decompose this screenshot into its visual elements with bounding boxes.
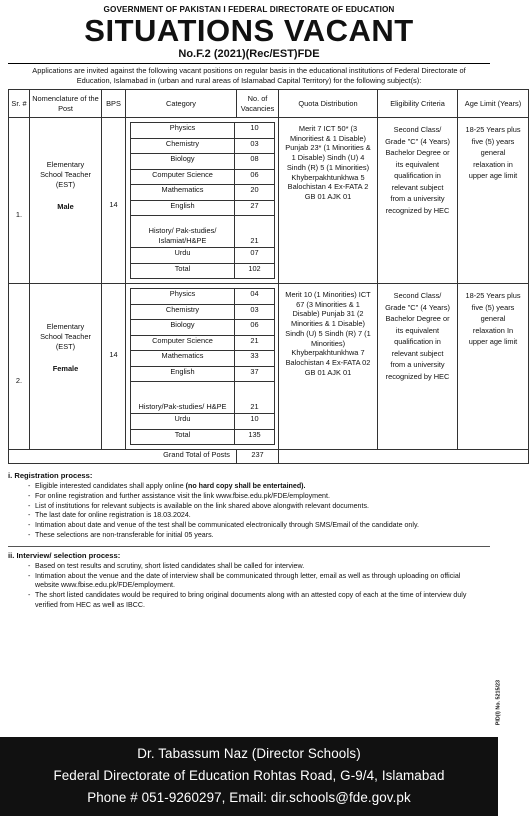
category-count: 06	[235, 169, 275, 185]
category-name: Computer Science	[131, 335, 235, 351]
age-limit: 18-25 Years plus five (5) years general relaxation in upper age limit	[458, 118, 529, 284]
category-name: Total	[131, 429, 235, 445]
category-name: Chemistry	[131, 138, 235, 154]
grand-total-label: Grand Total of Posts	[9, 450, 237, 464]
category-count: 03	[235, 138, 275, 154]
table-row-male	[9, 118, 529, 284]
list-item: - Based on test results and scrutiny, short listed candidates shall be called for interview.	[28, 562, 476, 572]
grand-total-empty	[279, 450, 529, 464]
post-gender: Female	[52, 364, 79, 373]
reference-number: No.F.2 (2021)(Rec/EST)FDE	[178, 48, 320, 60]
category-cell	[126, 284, 279, 450]
table-row	[131, 304, 275, 320]
category-cell	[126, 118, 279, 284]
list-item: - Eligible interested candidates shall apply online (no hard copy shall be entertained).	[28, 482, 490, 492]
category-subtable	[130, 288, 275, 445]
col-header-eligibility: Eligibility Criteria	[378, 90, 458, 118]
category-name: English	[131, 366, 235, 382]
contact-details: Phone # 051-9260297, Email: dir.schools@fde.gov.pk	[87, 790, 411, 805]
table-row	[131, 335, 275, 351]
category-count: 03	[235, 304, 275, 320]
table-row	[131, 320, 275, 336]
table-row-female	[9, 284, 529, 450]
intro-paragraph: Applications are invited against the following vacant positions on regular basis in the educational institutions of Federal Directorate of Education, Islamabad in (urban and rural areas of Islamabad Capital Territory) for the following subject(s):	[32, 66, 466, 85]
table-row	[131, 123, 275, 139]
category-count: 06	[235, 320, 275, 336]
bps-value: 14	[102, 284, 126, 450]
registration-list	[28, 482, 490, 541]
category-count: 21	[235, 216, 275, 248]
post-name: Elementary School Teacher (EST)	[40, 160, 91, 189]
quota-distribution: Merit 7 ICT 50* (3 Minoritiest & 1 Disable) Punjab 23* (1 Minorities & 1 Disable) Sindh (U) 4 Sindh (R) 5 (1 Minorities) Khyberpakhtunkhwa 5 Balochistan 4 Ex-FATA 2 GB 01 AJK 01	[279, 118, 378, 284]
category-count: 10	[235, 123, 275, 139]
post-name: Elementary School Teacher (EST)	[40, 322, 91, 351]
sr-number: 1.	[9, 118, 30, 284]
col-header-age: Age Limit (Years)	[458, 90, 529, 118]
grand-total-row	[9, 450, 529, 464]
category-name: Urdu	[131, 414, 235, 430]
page-title: SITUATIONS VACANT	[84, 13, 414, 48]
col-header-quota: Quota Distribution	[279, 90, 378, 118]
list-item: - The last date for online registration is 18.03.2024.	[28, 511, 490, 521]
category-name: Physics	[131, 123, 235, 139]
director-name: Dr. Tabassum Naz (Director Schools)	[137, 746, 361, 761]
table-row	[131, 429, 275, 445]
category-name: Physics	[131, 289, 235, 305]
table-row	[131, 366, 275, 382]
office-address: Federal Directorate of Education Rohtas Road, G-9/4, Islamabad	[53, 768, 445, 783]
post-cell	[30, 284, 102, 450]
list-item: - Intimation about the venue and the date of interview shall be communicated through letter, email as well as through uploading on official website www.fbise.edu.pk/FDE/employment.	[28, 572, 476, 592]
category-name: History/ Pak-studies/ Islamiat/H&PE	[131, 216, 235, 248]
table-row	[131, 185, 275, 201]
category-count: 20	[235, 185, 275, 201]
list-item: - The short listed candidates would be required to bring original documents along with an attested copy of each at the time of interview duly verified from HEC as well as IBCC.	[28, 591, 476, 611]
government-header: GOVERNMENT OF PAKISTAN I FEDERAL DIRECTORATE OF EDUCATION	[103, 5, 395, 14]
quota-distribution: Merit 10 (1 Minorities) ICT 67 (3 Minorities & 1 Disable) Punjab 31 (2 Minorities & 1 Disable) Sindh (U) 5 Sindh (R) 7 (1 Minorities) Khyberpakhtunkhwa 7 Balochistan 4 Ex-FATA 02 GB 01 AJK 01	[279, 284, 378, 450]
interview-heading: ii. Interview/ selection process:	[8, 550, 121, 560]
grand-total-value: 237	[237, 450, 279, 464]
sr-number: 2.	[9, 284, 30, 450]
col-header-vacancies: No. of Vacancies	[237, 90, 279, 118]
table-row	[131, 216, 275, 248]
category-count: 07	[235, 248, 275, 264]
category-count: 37	[235, 366, 275, 382]
category-name: Mathematics	[131, 351, 235, 367]
interview-list	[28, 562, 476, 611]
category-count: 21	[235, 335, 275, 351]
bps-value: 14	[102, 118, 126, 284]
category-name: Computer Science	[131, 169, 235, 185]
category-name: History/Pak-studies/ H&PE	[131, 382, 235, 414]
category-count: 10	[235, 414, 275, 430]
category-name: Total	[131, 263, 235, 279]
vacancy-table	[8, 89, 529, 464]
list-item: - For online registration and further assistance visit the link www.fbise.edu.pk/FDE/employment.	[28, 492, 490, 502]
table-row	[131, 138, 275, 154]
table-row	[131, 263, 275, 279]
category-name: Biology	[131, 320, 235, 336]
category-count: 135	[235, 429, 275, 445]
category-name: Urdu	[131, 248, 235, 264]
post-gender: Male	[57, 202, 74, 211]
list-item: - These selections are non-transferable for initial 05 years.	[28, 531, 490, 541]
category-count: 08	[235, 154, 275, 170]
table-row	[131, 289, 275, 305]
post-cell	[30, 118, 102, 284]
col-header-sr: Sr. #	[9, 90, 30, 118]
section-divider	[8, 546, 490, 547]
list-item: - Intimation about date and venue of the test shall be communicated electronically through SMS/Email of the candidate only.	[28, 521, 490, 531]
age-limit: 18-25 Years plus five (5) years general relaxation In upper age limit	[458, 284, 529, 450]
table-row	[131, 200, 275, 216]
table-row	[131, 248, 275, 264]
category-count: 27	[235, 200, 275, 216]
table-row	[131, 154, 275, 170]
footer-contact-block	[0, 737, 498, 816]
list-item: - List of institutions for relevant subjects is available on the link shared above alongwith relevant documents.	[28, 502, 490, 512]
col-header-nomenclature: Nomenclature of the Post	[30, 90, 102, 118]
category-count: 33	[235, 351, 275, 367]
category-name: Biology	[131, 154, 235, 170]
category-subtable	[130, 122, 275, 279]
table-row	[131, 351, 275, 367]
table-row	[131, 169, 275, 185]
col-header-category: Category	[126, 90, 237, 118]
registration-heading: i. Registration process:	[8, 471, 93, 480]
category-name: Mathematics	[131, 185, 235, 201]
eligibility-criteria: Second Class/ Grade "C" (4 Years) Bachelor Degree or its equivalent qualification in relevant subject from a university recognized by HEC	[378, 118, 458, 284]
pid-number: PID(I) No. 5215/23	[495, 680, 501, 726]
header-divider	[8, 63, 490, 64]
category-name: Chemistry	[131, 304, 235, 320]
table-row	[131, 414, 275, 430]
category-count: 102	[235, 263, 275, 279]
table-header-row	[9, 90, 529, 118]
category-count: 04	[235, 289, 275, 305]
eligibility-criteria: Second Class/ Grade "C" (4 Years) Bachelor Degree or its equivalent qualification in relevant subject from a university recognized by HEC	[378, 284, 458, 450]
col-header-bps: BPS	[102, 90, 126, 118]
category-count: 21	[235, 382, 275, 414]
category-name: English	[131, 200, 235, 216]
table-row	[131, 382, 275, 414]
